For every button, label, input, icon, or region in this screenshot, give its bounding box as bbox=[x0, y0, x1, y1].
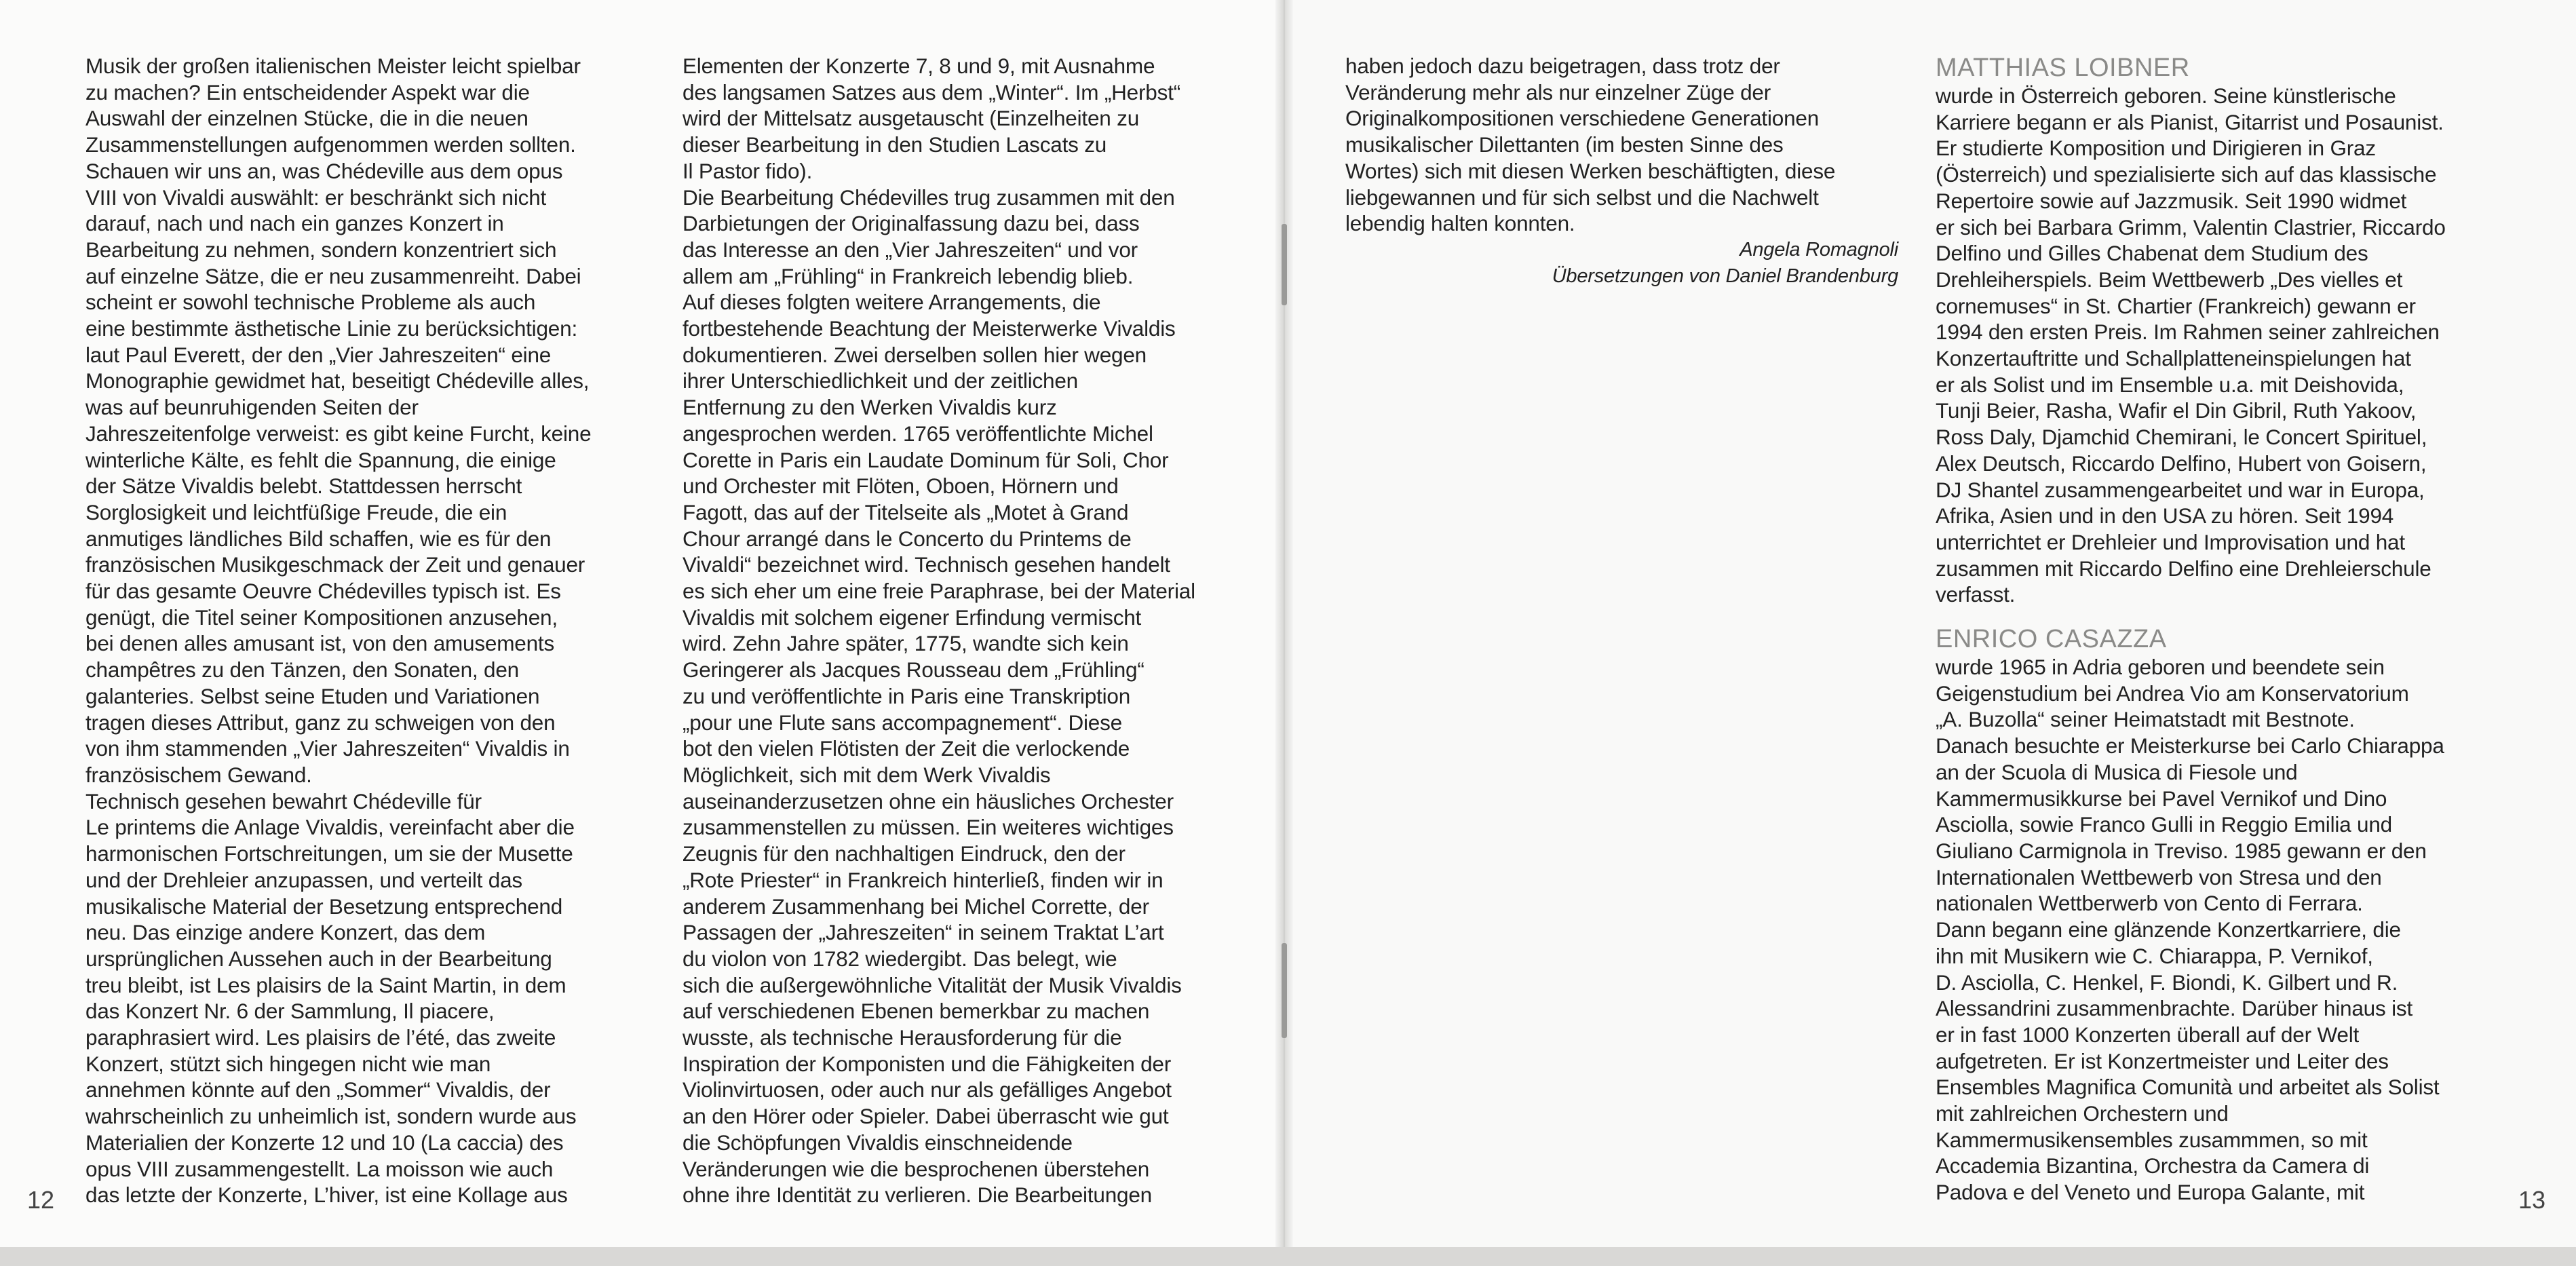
text-line: 1994 den ersten Preis. Im Rahmen seiner zahlreichen bbox=[1936, 320, 2440, 345]
translator-credit: Übersetzungen von Daniel Brandenburg bbox=[1552, 265, 1898, 287]
text-line: bei denen alles amusant ist, von den amusements bbox=[85, 631, 555, 656]
text-line: anderem Zusammenhang bei Michel Corrette, der bbox=[683, 894, 1149, 919]
text-line: cornemuses“ in St. Chartier (Frankreich) gewann er bbox=[1936, 293, 2416, 318]
text-line: französischem Gewand. bbox=[85, 762, 312, 787]
text-line: Asciolla, sowie Franco Gulli in Reggio Emilia und bbox=[1936, 812, 2393, 837]
text-line: Vivaldis mit solchem eigener Erfindung vermischt bbox=[683, 605, 1142, 630]
text-line: Dann begann eine glänzende Konzertkarriere, die bbox=[1936, 917, 2401, 942]
text-line: auf einzelne Sätze, die er neu zusammenreiht. Dabei bbox=[85, 263, 581, 288]
text-line: eine bestimmte ästhetische Linie zu berücksichtigen: bbox=[85, 316, 577, 341]
text-line: neu. Das einzige andere Konzert, das dem bbox=[85, 920, 486, 945]
text-line: anmutiges ländliches Bild schaffen, wie es für den bbox=[85, 526, 552, 551]
text-line: Violinvirtuosen, oder auch nur als gefälliges Angebot bbox=[683, 1077, 1172, 1102]
text-line: „A. Buzolla“ seiner Heimatstadt mit Bestnote. bbox=[1936, 707, 2355, 732]
text-line: musikalischer Dilettanten (im besten Sinne des bbox=[1345, 132, 1784, 157]
text-line: Materialien der Konzerte 12 und 10 (La caccia) des bbox=[85, 1130, 564, 1155]
text-line: Zusammenstellungen aufgenommen werden sollten. bbox=[85, 132, 576, 157]
text-line: Internationalen Wettbewerb von Stresa und den bbox=[1936, 864, 2382, 889]
text-line: die Schöpfungen Vivaldis einschneidende bbox=[683, 1130, 1073, 1155]
text-line: Auswahl der einzelnen Stücke, die in die neuen bbox=[85, 106, 528, 131]
text-line: Die Bearbeitung Chédevilles trug zusammen mit den bbox=[683, 185, 1175, 210]
text-line: zu und veröffentlichte in Paris eine Transkription bbox=[683, 683, 1131, 708]
text-line: Vivaldi“ bezeichnet wird. Technisch gesehen handelt bbox=[683, 552, 1170, 577]
text-line: Danach besuchte er Meisterkurse bei Carlo Chiarappa bbox=[1936, 733, 2444, 759]
text-line: an den Hörer oder Spieler. Dabei überrascht wie gut bbox=[683, 1104, 1169, 1129]
text-line: es sich eher um eine freie Paraphrase, bei der Material bbox=[683, 579, 1195, 604]
text-line: tragen dieses Attribut, ganz zu schweigen von den bbox=[85, 710, 556, 735]
text-line: ohne ihre Identität zu verlieren. Die Bearbeitungen bbox=[683, 1183, 1152, 1208]
text-line: Ross Daly, Djamchid Chemirani, le Concert Spirituel, bbox=[1936, 425, 2427, 450]
bio-text-loibner bbox=[1936, 83, 2499, 608]
left-page bbox=[0, 0, 1284, 1266]
text-line: DJ Shantel zusammengearbeitet und war in Europa, bbox=[1936, 477, 2425, 502]
text-line: mit zahlreichen Orchestern und bbox=[1936, 1101, 2229, 1126]
text-line: allem am „Frühling“ in Frankreich lebendig blieb. bbox=[683, 263, 1134, 288]
text-line: Giuliano Carmignola in Treviso. 1985 gewann er den bbox=[1936, 838, 2427, 863]
text-line: unterrichtet er Drehleier und Improvisation und hat bbox=[1936, 529, 2405, 554]
text-line: ursprünglichen Aussehen auch in der Bearbeitung bbox=[85, 946, 552, 971]
text-line: des langsamen Satzes aus dem „Winter“. Im „Herbst“ bbox=[683, 79, 1181, 104]
right-column-2 bbox=[1936, 53, 2499, 1206]
text-line: auf verschiedenen Ebenen bemerkbar zu machen bbox=[683, 999, 1150, 1024]
text-line: Kammermusikensembles zusammmen, so mit bbox=[1936, 1127, 2368, 1152]
text-line: Drehleiherspiels. Beim Wettbewerb „Des vielles et bbox=[1936, 267, 2403, 292]
text-line: der Sätze Vivaldis belebt. Stattdessen herrscht bbox=[85, 474, 522, 499]
text-line: verfasst. bbox=[1936, 582, 2016, 607]
text-line: was auf beunruhigenden Seiten der bbox=[85, 395, 419, 420]
text-line: an der Scuola di Musica di Fiesole und bbox=[1936, 759, 2298, 784]
text-line: Geringerer als Jacques Rousseau dem „Frühling“ bbox=[683, 657, 1145, 683]
text-line: angesprochen werden. 1765 veröffentlichte Michel bbox=[683, 421, 1153, 446]
text-line: Geigenstudium bei Andrea Vio am Konservatorium bbox=[1936, 680, 2409, 706]
text-line: Il Pastor fido). bbox=[683, 158, 813, 183]
text-line: musikalische Material der Besetzung entsprechend bbox=[85, 894, 563, 919]
text-line: das Konzert Nr. 6 der Sammlung, Il piacere, bbox=[85, 999, 495, 1024]
text-line: nationalen Wettberwerb von Cento di Ferrara. bbox=[1936, 891, 2363, 916]
text-line: liebgewannen und für sich selbst und die Nachwelt bbox=[1345, 185, 1819, 210]
text-line: Veränderungen wie die besprochenen überstehen bbox=[683, 1156, 1150, 1181]
text-line: fortbestehende Beachtung der Meisterwerke Vivaldis bbox=[683, 316, 1176, 341]
text-line: und Orchester mit Flöten, Oboen, Hörnern und bbox=[683, 474, 1119, 499]
text-line: das Interesse an den „Vier Jahreszeiten“ und vor bbox=[683, 237, 1138, 262]
text-line: ihn mit Musikern wie C. Chiarappa, P. Vernikof, bbox=[1936, 943, 2373, 968]
text-line: Sorglosigkeit und leichtfüßige Freude, die ein bbox=[85, 499, 507, 524]
text-line: Inspiration der Komponisten und die Fähigkeiten der bbox=[683, 1051, 1172, 1076]
text-line: Elementen der Konzerte 7, 8 und 9, mit Ausnahme bbox=[683, 54, 1155, 78]
text-line: wurde 1965 in Adria geboren und beendete sein bbox=[1936, 655, 2385, 680]
text-line: dokumentieren. Zwei derselben sollen hier wegen bbox=[683, 342, 1147, 367]
text-line: Ensembles Magnifica Comunità und arbeitet als Solist bbox=[1936, 1075, 2440, 1100]
text-line: Originalkompositionen verschiedene Generationen bbox=[1345, 106, 1820, 131]
text-line: Passagen der „Jahreszeiten“ in seinem Traktat L’art bbox=[683, 920, 1164, 945]
text-line: Le printems die Anlage Vivaldis, vereinfacht aber die bbox=[85, 815, 575, 840]
text-line: scheint er sowohl technische Probleme als auch bbox=[85, 290, 536, 315]
text-line: lebendig halten konnten. bbox=[1345, 211, 1575, 236]
page-number-right: 13 bbox=[2518, 1186, 2546, 1214]
text-line: er in fast 1000 Konzerten überall auf der Welt bbox=[1936, 1022, 2360, 1047]
right-column-1 bbox=[1345, 53, 1898, 289]
text-line: und der Drehleier anzupassen, und verteilt das bbox=[85, 867, 522, 892]
text-line: Delfino und Gilles Chabenat dem Studium des bbox=[1936, 241, 2368, 266]
text-line: für das gesamte Oeuvre Chédevilles typisch ist. Es bbox=[85, 579, 561, 604]
text-line: Corette in Paris ein Laudate Dominum für Soli, Chor bbox=[683, 447, 1169, 472]
text-line: (Österreich) und spezialisierte sich auf das klassische bbox=[1936, 162, 2437, 187]
text-line: Konzertauftritte und Schallplatteneinspielungen hat bbox=[1936, 346, 2411, 371]
text-line: haben jedoch dazu beigetragen, dass trotz der bbox=[1345, 54, 1780, 78]
text-line: Chour arrangé dans le Concerto du Printems de bbox=[683, 526, 1132, 551]
text-line: Möglichkeit, sich mit dem Werk Vivaldis bbox=[683, 762, 1051, 787]
booklet-spine bbox=[1275, 0, 1293, 1266]
text-line: auseinanderzusetzen ohne ein häusliches Orchester bbox=[683, 788, 1174, 813]
text-line: Auf dieses folgten weitere Arrangements, die bbox=[683, 290, 1101, 315]
text-line: Bearbeitung zu nehmen, sondern konzentriert sich bbox=[85, 237, 557, 262]
text-line: er sich bei Barbara Grimm, Valentin Clastrier, Riccardo bbox=[1936, 214, 2446, 239]
page-number-left: 12 bbox=[27, 1186, 55, 1214]
text-line: wusste, als technische Herausforderung für die bbox=[683, 1025, 1122, 1050]
text-line: paraphrasiert wird. Les plaisirs de l’été, das zweite bbox=[85, 1025, 556, 1050]
text-line: sich die außergewöhnliche Vitalität der Musik Vivaldis bbox=[683, 972, 1182, 997]
text-line: Accademia Bizantina, Orchestra da Camera di bbox=[1936, 1153, 2370, 1178]
staple-top bbox=[1282, 224, 1287, 305]
text-line: Afrika, Asien und in den USA zu hören. Seit 1994 bbox=[1936, 503, 2394, 529]
text-line: Padova e del Veneto und Europa Galante, mit bbox=[1936, 1180, 2365, 1205]
text-line: „pour une Flute sans accompagnement“. Diese bbox=[683, 710, 1122, 735]
text-line: Entfernung zu den Werken Vivaldis kurz bbox=[683, 395, 1057, 420]
left-column-2 bbox=[683, 53, 1235, 1208]
text-line: Er studierte Komposition und Dirigieren in Graz bbox=[1936, 136, 2376, 161]
text-line: Fagott, das auf der Titelseite als „Motet à Grand bbox=[683, 499, 1129, 524]
left-column-1 bbox=[85, 53, 638, 1208]
page-bottom-edge bbox=[0, 1247, 2576, 1266]
text-line: Musik der großen italienischen Meister leicht spielbar bbox=[85, 54, 581, 78]
text-line: zu machen? Ein entscheidender Aspekt war die bbox=[85, 79, 530, 104]
text-line: Veränderung mehr als nur einzelner Züge der bbox=[1345, 79, 1771, 104]
text-line: französischen Musikgeschmack der Zeit und genauer bbox=[85, 552, 585, 577]
text-line: dieser Bearbeitung in den Studien Lascats zu bbox=[683, 132, 1107, 157]
text-line: darauf, nach und nach ein ganzes Konzert in bbox=[85, 211, 504, 236]
text-line: „Rote Priester“ in Frankreich hinterließ, finden wir in bbox=[683, 867, 1164, 892]
text-line: Technisch gesehen bewahrt Chédeville für bbox=[85, 788, 482, 813]
text-line: Zeugnis für den nachhaltigen Eindruck, den der bbox=[683, 841, 1126, 866]
text-line: annehmen könnte auf den „Sommer“ Vivaldis, der bbox=[85, 1077, 551, 1102]
text-line: genügt, die Titel seiner Kompositionen anzusehen, bbox=[85, 605, 558, 630]
text-line: Repertoire sowie auf Jazzmusik. Seit 1990 widmet bbox=[1936, 188, 2407, 213]
text-line: champêtres zu den Tänzen, den Sonaten, den bbox=[85, 657, 519, 683]
text-line: Tunji Beier, Rasha, Wafir el Din Gibril, Ruth Yakoov, bbox=[1936, 398, 2417, 423]
text-line: ihrer Unterschiedlichkeit und der zeitlichen bbox=[683, 368, 1078, 394]
text-line: wahrscheinlich zu unheimlich ist, sondern wurde aus bbox=[85, 1104, 577, 1129]
text-line: du violon von 1782 wiedergibt. Das belegt, wie bbox=[683, 946, 1117, 971]
text-line: D. Asciolla, C. Henkel, F. Biondi, K. Gilbert und R. bbox=[1936, 970, 2398, 995]
text-line: Alex Deutsch, Riccardo Delfino, Hubert von Goisern, bbox=[1936, 450, 2427, 476]
text-line: harmonischen Fortschreitungen, um sie der Musette bbox=[85, 841, 573, 866]
text-line: er als Solist und im Ensemble u.a. mit Deishovida, bbox=[1936, 372, 2404, 397]
text-line: das letzte der Konzerte, L’hiver, ist eine Kollage aus bbox=[85, 1183, 568, 1208]
bio-text-casazza bbox=[1936, 654, 2499, 1206]
text-line: Kammermusikkurse bei Pavel Vernikof und Dino bbox=[1936, 786, 2387, 811]
text-line: Karriere begann er als Pianist, Gitarrist und Posaunist. bbox=[1936, 109, 2444, 134]
text-line: aufgetreten. Er ist Konzertmeister und Leiter des bbox=[1936, 1048, 2389, 1073]
text-line: Monographie gewidmet hat, beseitigt Chédeville alles, bbox=[85, 368, 590, 394]
text-line: Konzert, stützt sich hingegen nicht wie man bbox=[85, 1051, 491, 1076]
bio-heading-casazza: ENRICO CASAZZA bbox=[1936, 625, 2167, 654]
text-line: zusammenstellen zu müssen. Ein weiteres wichtiges bbox=[683, 815, 1174, 840]
text-line: wird der Mittelsatz ausgetauscht (Einzelheiten zu bbox=[683, 106, 1140, 131]
text-line: Alessandrini zusammenbrachte. Darüber hinaus ist bbox=[1936, 996, 2412, 1021]
text-line: laut Paul Everett, der den „Vier Jahreszeiten“ eine bbox=[85, 342, 552, 367]
staple-bottom bbox=[1282, 943, 1287, 1038]
text-line: VIII von Vivaldi auswählt: er beschränkt sich nicht bbox=[85, 185, 547, 210]
text-line: treu bleibt, ist Les plaisirs de la Saint Martin, in dem bbox=[85, 972, 566, 997]
text-line: opus VIII zusammengestellt. La moisson wie auch bbox=[85, 1156, 554, 1181]
text-line: von ihm stammenden „Vier Jahreszeiten“ Vivaldis in bbox=[85, 736, 570, 761]
text-line: wird. Zehn Jahre später, 1775, wandte sich kein bbox=[683, 631, 1129, 656]
text-line: Darbietungen der Originalfassung dazu bei, dass bbox=[683, 211, 1140, 236]
text-line: Jahreszeitenfolge verweist: es gibt keine Furcht, keine bbox=[85, 421, 592, 446]
text-line: winterliche Kälte, es fehlt die Spannung, die einige bbox=[85, 447, 556, 472]
text-line: bot den vielen Flötisten der Zeit die verlockende bbox=[683, 736, 1130, 761]
text-line: Schauen wir uns an, was Chédeville aus dem opus bbox=[85, 158, 563, 183]
text-line: galanteries. Selbst seine Etuden und Variationen bbox=[85, 683, 540, 708]
bio-heading-loibner: MATTHIAS LOIBNER bbox=[1936, 54, 2190, 82]
text-line: zusammen mit Riccardo Delfino eine Drehleierschule bbox=[1936, 556, 2431, 581]
text-line: Wortes) sich mit diesen Werken beschäftigten, diese bbox=[1345, 158, 1836, 183]
author-signature: Angela Romagnoli bbox=[1739, 238, 1898, 261]
text-line: wurde in Österreich geboren. Seine künstlerische bbox=[1936, 83, 2396, 108]
